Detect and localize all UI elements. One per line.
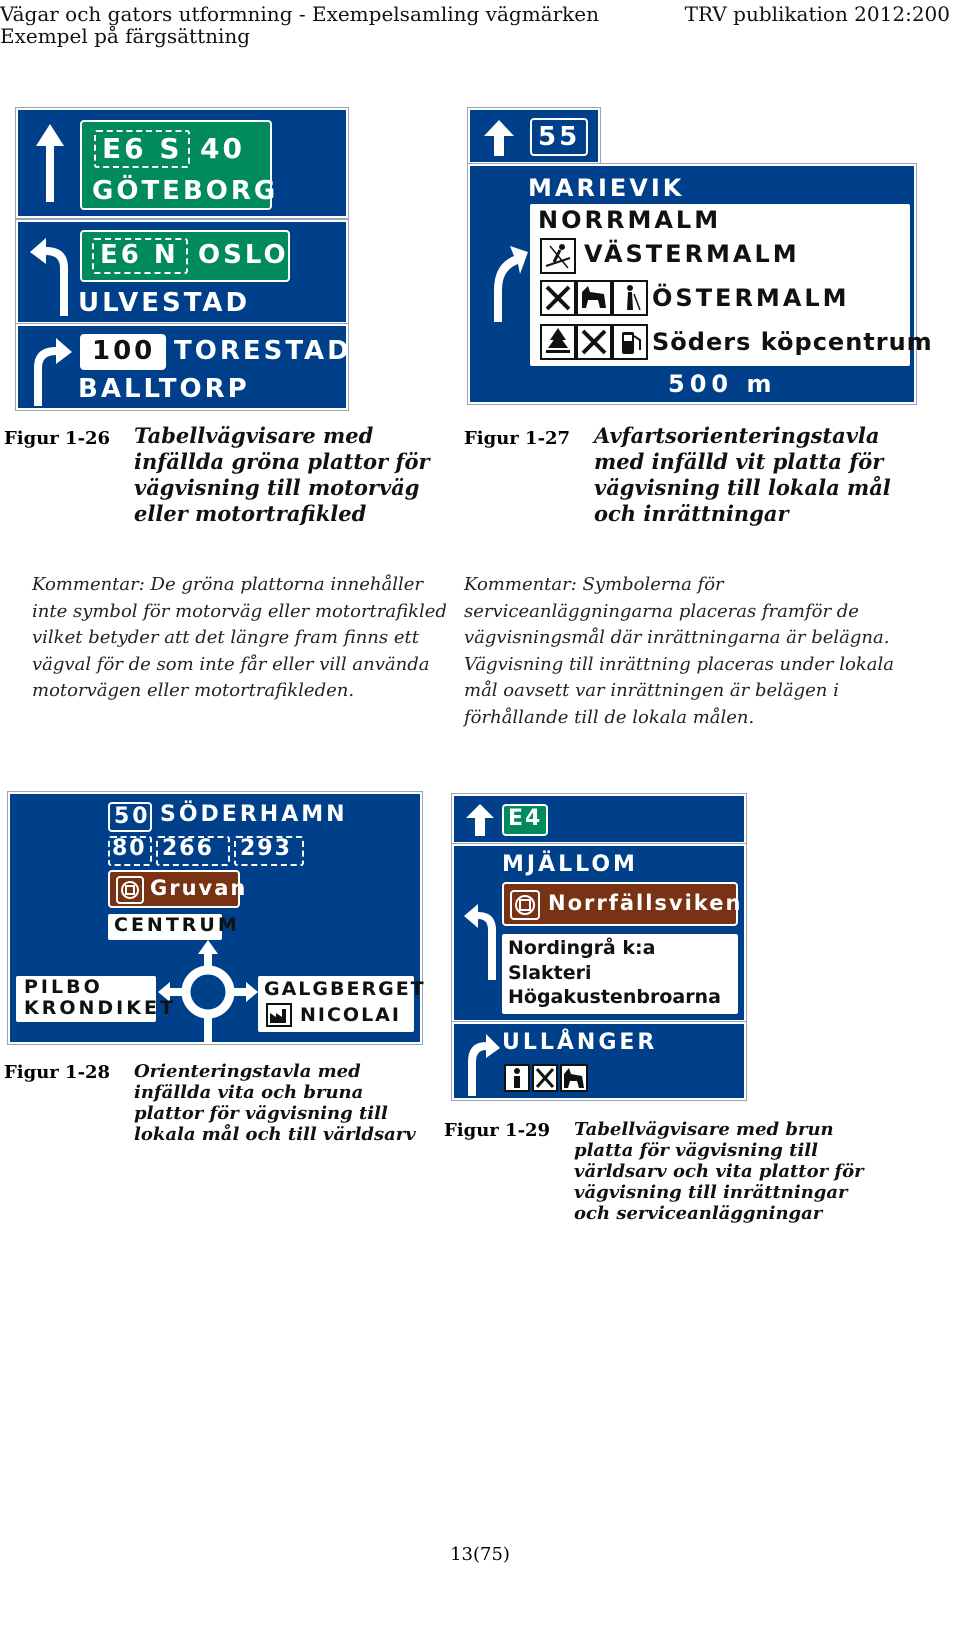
route-40: 40 — [200, 132, 245, 165]
fig26-sign — [16, 108, 352, 408]
route-100: 100 — [92, 336, 156, 366]
white-local-plate — [530, 204, 933, 366]
world-heritage-icon — [116, 876, 144, 904]
header-subtitle: Exempel på färgsättning — [0, 24, 251, 48]
fig27-top-panel — [468, 108, 600, 164]
route-e4: E4 — [508, 806, 543, 831]
dest-galgberget: GALGBERGET — [264, 978, 426, 1000]
arrow-right-bend-icon — [484, 246, 530, 322]
white-plate — [502, 934, 738, 1014]
fig29-bottom-panel — [452, 1022, 746, 1100]
dest-ostermalm: ÖSTERMALM — [652, 284, 850, 312]
restaurant-icon — [532, 1064, 558, 1092]
dest-balltorp: BALLTORP — [78, 374, 250, 404]
dest-oslo: OSLO — [198, 240, 289, 270]
info-icon — [504, 1064, 530, 1092]
header-publication: TRV publikation 2012:200 — [684, 2, 950, 26]
arrow-left-turn-icon — [28, 234, 76, 318]
fig27-comment: Kommentar: Symbolerna för serviceanläggningarna placeras framför de vägvisningsmål där inrättningarna är belägna. Vägvisning till inrättning placeras under lokala mål oavsett var inrättningen är belägen i förhållande till de lokala målen. — [464, 574, 894, 728]
green-plate — [80, 120, 279, 210]
moose-icon — [560, 1064, 588, 1092]
dest-soderhamn: SÖDERHAMN — [160, 802, 348, 827]
dest-slakteri: Slakteri — [508, 962, 592, 984]
dest-marievik: MARIEVIK — [528, 174, 685, 202]
arrow-left-turn-icon — [462, 900, 502, 980]
arrow-right-turn-icon — [462, 1032, 502, 1096]
picnic-icon — [540, 324, 576, 360]
fig29-top-panel — [452, 794, 746, 844]
distance-500m: 500 m — [668, 370, 777, 398]
route-e6n: E6 N — [100, 240, 179, 270]
page-number: 13(75) — [450, 1544, 510, 1565]
dest-soders-kopcentrum: Söders köpcentrum — [652, 328, 933, 356]
fig27-sign — [468, 108, 933, 404]
fig26-panel-left — [16, 220, 348, 324]
route-plate — [530, 118, 588, 156]
fig26-comment: Kommentar: De gröna plattorna innehåller inte symbol för motorväg eller motortrafikled vilket betyder att det längre fram finns ett vägval för de som inte får eller vill använda motorvägen eller motortrafikleden. — [32, 574, 447, 701]
dest-torestad: TORESTAD — [174, 336, 352, 366]
route-plate — [108, 802, 152, 832]
route-80: 80 — [112, 836, 147, 861]
fig28-sign — [8, 792, 426, 1044]
fig26-panel-straight — [16, 108, 348, 218]
arrow-up-icon — [484, 120, 514, 156]
dest-mjallom: MJÄLLOM — [502, 852, 638, 877]
route-50: 50 — [114, 804, 151, 829]
restaurant-icon — [540, 280, 576, 316]
dest-hogakustenbroarna: Högakustenbroarna — [508, 986, 721, 1008]
fig29-main-panel — [452, 844, 746, 1022]
fig27-label: Figur 1-27 — [464, 428, 571, 449]
fig26-caption: Tabellvägvisare med infällda gröna plattor för vägvisning till motorväg eller motortrafikled — [134, 423, 430, 526]
dest-nordingra-kyrka: Nordingrå k:a — [508, 937, 656, 959]
roundabout-icon — [158, 940, 258, 1044]
white-route-plate — [80, 334, 166, 370]
dest-gruvan: Gruvan — [150, 876, 248, 900]
brown-plate — [502, 882, 743, 926]
fig27-caption: Avfartsorienteringstavla med infälld vit platta för vägvisning till lokala mål och inrättningar — [594, 423, 891, 526]
moose-icon — [576, 280, 612, 316]
fig27-main-panel — [468, 164, 933, 404]
world-heritage-icon — [510, 890, 540, 920]
dest-nicolai: NICOLAI — [300, 1004, 401, 1026]
route-e6s: E6 S — [102, 132, 183, 165]
dest-centrum: CENTRUM — [114, 914, 240, 936]
white-plate — [16, 976, 176, 1022]
brown-plate — [108, 870, 248, 908]
dest-norrmalm: NORRMALM — [538, 206, 722, 234]
fig26-label: Figur 1-26 — [4, 428, 111, 449]
dest-goteborg: GÖTEBORG — [92, 176, 279, 206]
restaurant-icon — [576, 324, 612, 360]
route-55: 55 — [538, 122, 581, 152]
fig28-caption: Orienteringstavla med infällda vita och bruna plattor för vägvisning till lokala mål och till världsarv — [134, 1061, 416, 1145]
golf-icon — [612, 280, 648, 316]
green-plate — [80, 230, 290, 282]
dest-norrfallsviken: Norrfällsviken — [548, 891, 743, 915]
fuel-icon — [612, 324, 648, 360]
dest-ulvestad: ULVESTAD — [78, 288, 251, 318]
fig29-sign — [452, 794, 746, 1100]
fig28-label: Figur 1-28 — [4, 1062, 111, 1083]
fig29-label: Figur 1-29 — [444, 1120, 551, 1141]
green-plate — [502, 804, 548, 836]
arrow-up-icon — [30, 124, 70, 204]
header-title: Vägar och gators utformning - Exempelsamling vägmärken — [0, 2, 599, 26]
industry-icon — [266, 1003, 292, 1027]
ski-icon — [540, 238, 576, 274]
arrow-up-icon — [466, 804, 494, 836]
white-plate — [108, 914, 240, 940]
arrow-right-turn-icon — [28, 336, 74, 406]
route-266: 266 — [162, 836, 214, 861]
dest-pilbo: PILBO — [24, 976, 103, 998]
white-plate — [258, 976, 426, 1032]
route-293: 293 — [240, 836, 292, 861]
fig29-caption: Tabellvägvisare med brun platta för vägvisning till världsarv och vita plattor för vägvisning till inrättningar och serviceanläggningar — [574, 1119, 864, 1224]
dest-vastermalm: VÄSTERMALM — [584, 240, 800, 268]
dest-krondiket: KRONDIKET — [24, 997, 176, 1019]
dest-ullanger: ULLÅNGER — [502, 1030, 658, 1055]
fig26-panel-right — [16, 324, 352, 410]
